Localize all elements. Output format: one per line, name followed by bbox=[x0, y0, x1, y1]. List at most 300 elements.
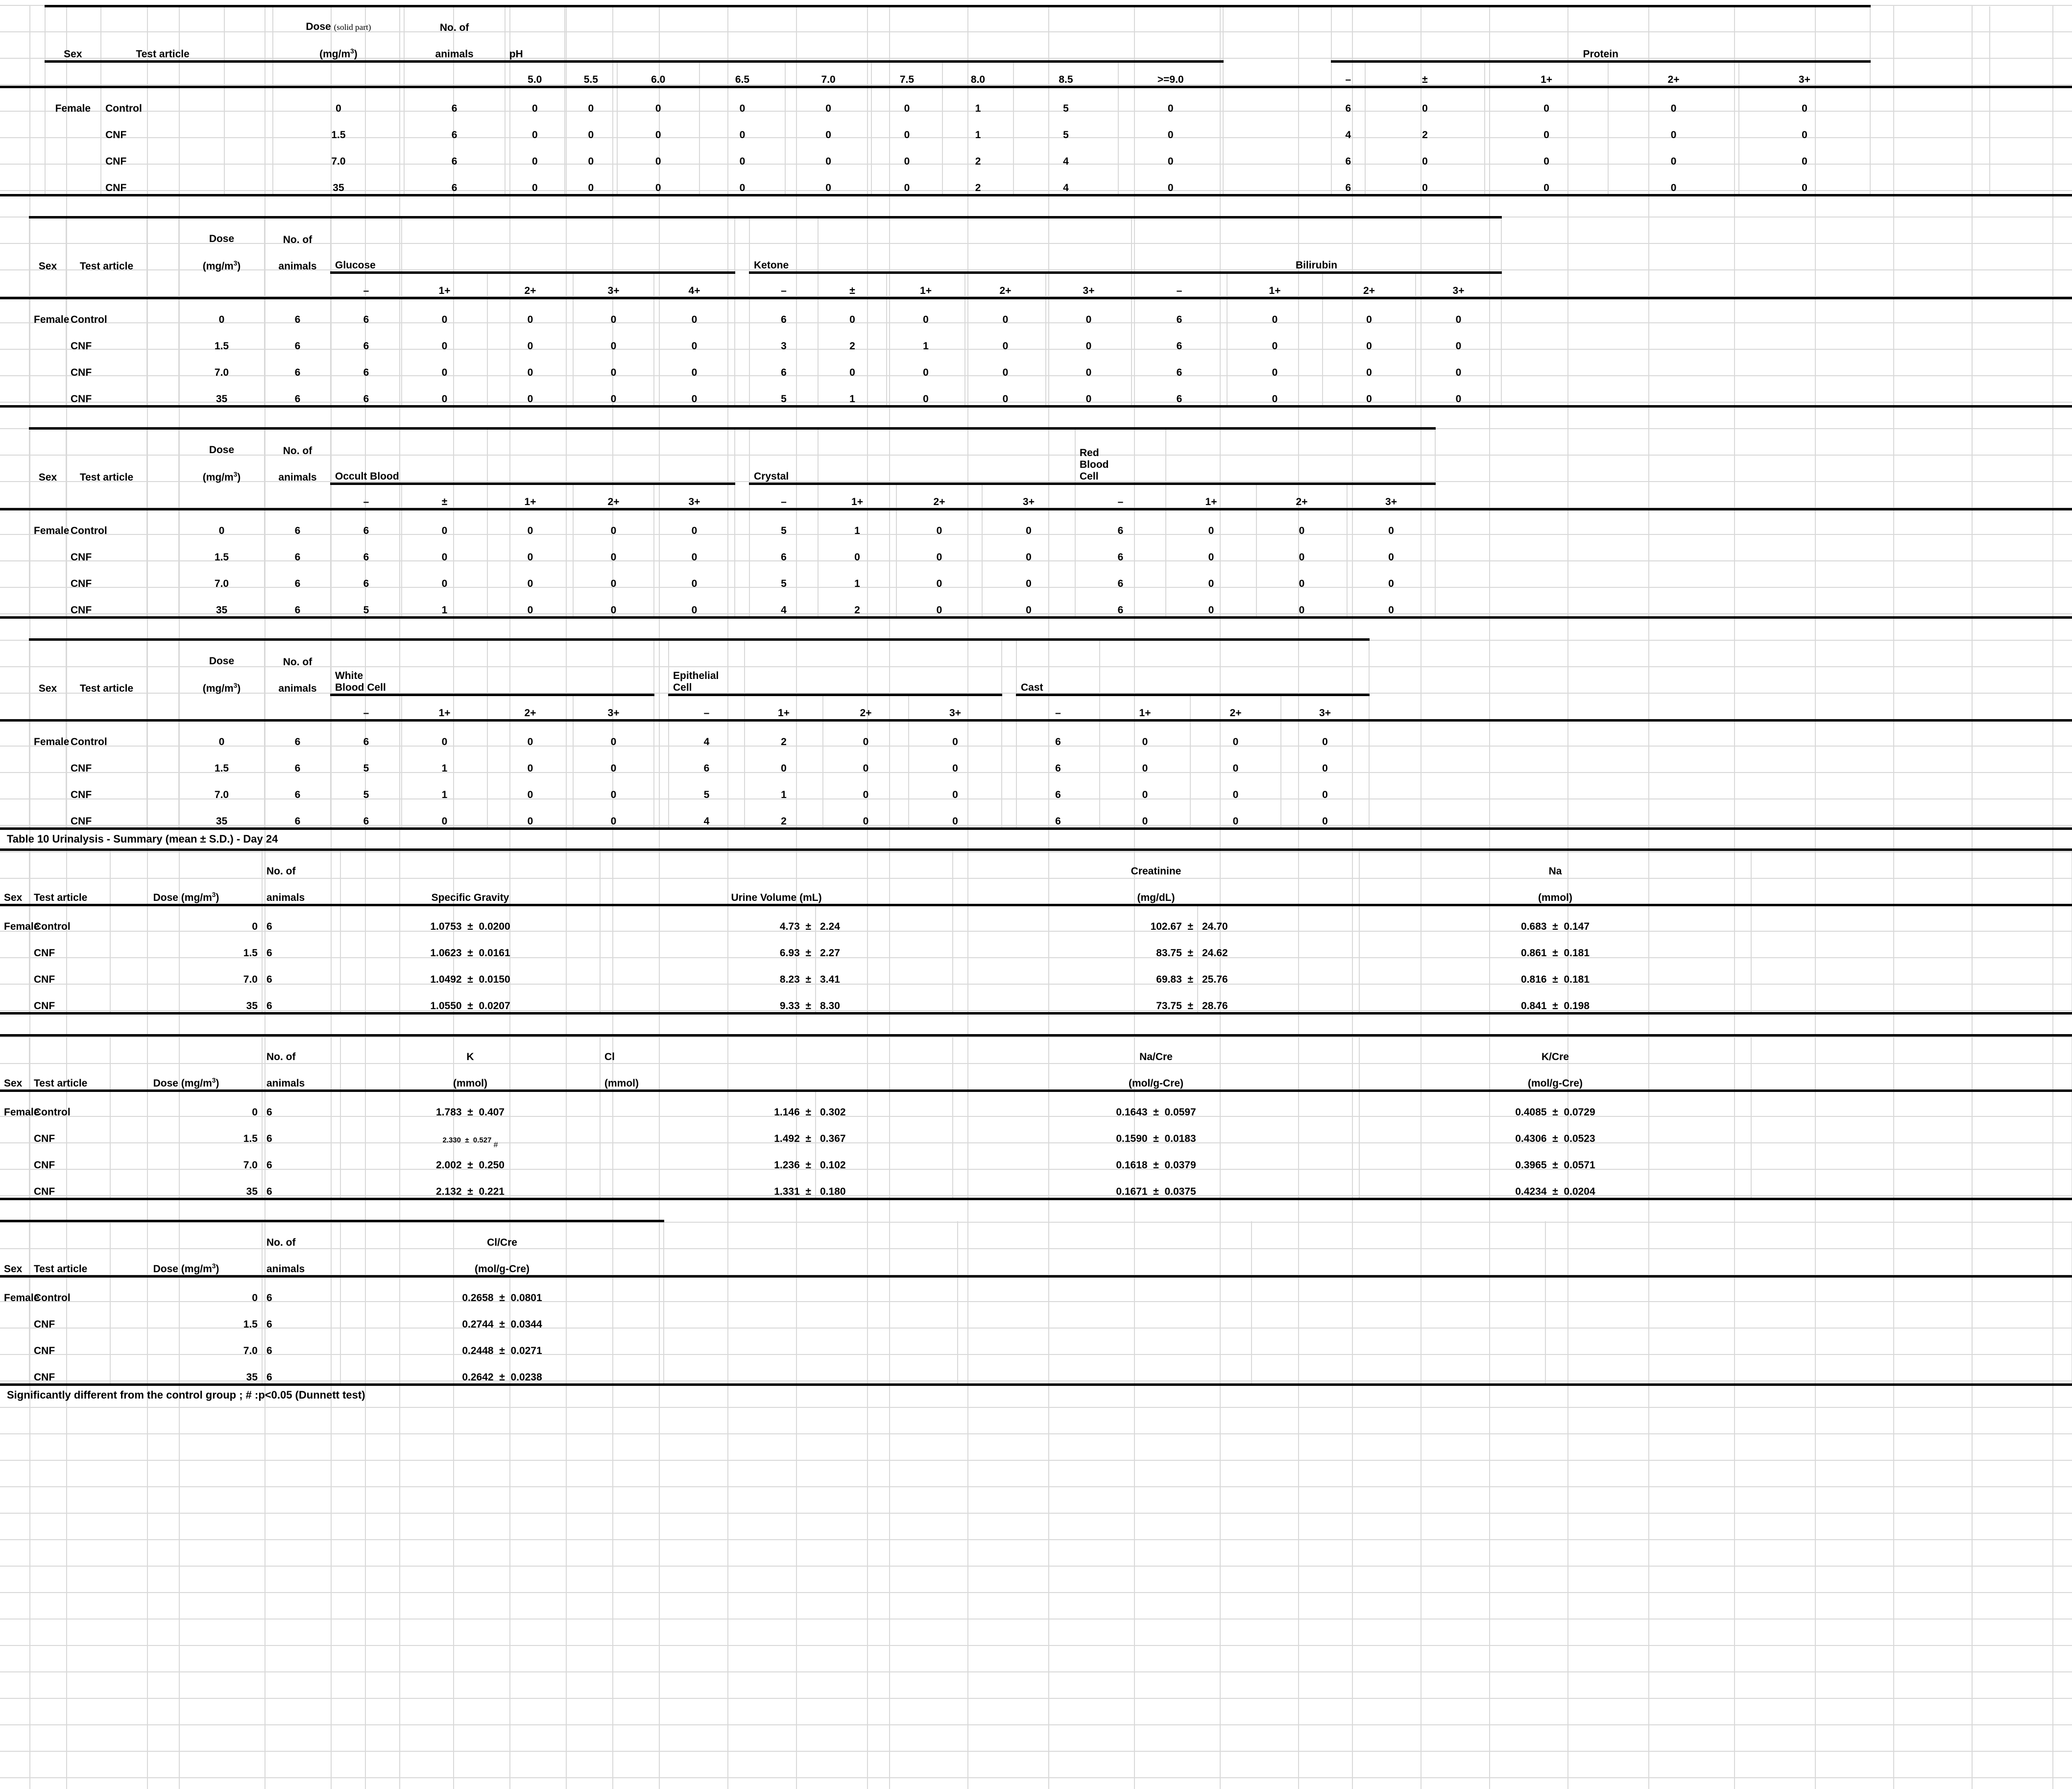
cell-epithelial-2p: 0 bbox=[823, 748, 909, 774]
cell-dose: 7.0 bbox=[179, 774, 265, 801]
cell-urine-volume-mean: 8.23 ± bbox=[600, 959, 816, 986]
cell-n-animals: 6 bbox=[262, 1118, 340, 1145]
cell-ph-ge9: 0 bbox=[1118, 115, 1223, 141]
table-row bbox=[0, 326, 2072, 352]
cell-wbc-3p: 0 bbox=[573, 801, 654, 829]
crystal-col-1p: 1+ bbox=[818, 484, 896, 509]
cell-glucose-3p: 0 bbox=[573, 352, 654, 379]
crystal-col-2p: 2+ bbox=[896, 484, 982, 509]
cell-epithelial-3p: 0 bbox=[909, 721, 1002, 749]
header-row-titles bbox=[0, 6, 2072, 62]
cell-wbc-3p: 0 bbox=[573, 721, 654, 749]
cell-cast-3p: 0 bbox=[1281, 721, 1369, 749]
cell-ph-7-0: 0 bbox=[785, 115, 871, 141]
table-row bbox=[0, 87, 2072, 115]
cell-rbc-3p: 0 bbox=[1347, 537, 1435, 563]
occult-col-neg: – bbox=[331, 484, 402, 509]
cell-epithelial-neg: 4 bbox=[669, 801, 745, 829]
cell-protein-3p: 0 bbox=[1739, 168, 1870, 195]
cell-glucose-2p: 0 bbox=[487, 352, 573, 379]
cell-n-animals: 6 bbox=[265, 326, 331, 352]
cell-ph-ge9: 0 bbox=[1118, 87, 1223, 115]
cell-crystal-3p: 0 bbox=[982, 590, 1075, 618]
table-row bbox=[0, 721, 2072, 749]
cell-ph-8-0: 2 bbox=[942, 141, 1013, 168]
cell-sex bbox=[29, 774, 66, 801]
cell-dose: 1.5 bbox=[110, 1118, 262, 1145]
cell-glucose-3p: 0 bbox=[573, 298, 654, 326]
cell-bilirubin-2p: 0 bbox=[1323, 326, 1416, 352]
cell-na: 0.683 ± 0.147 bbox=[1359, 905, 1751, 933]
table10-block-sg-uv-cre-na bbox=[0, 848, 2072, 1015]
cell-glucose-neg: 6 bbox=[331, 379, 402, 407]
cell-n-animals: 6 bbox=[265, 590, 331, 618]
cell-crystal-1p: 1 bbox=[818, 563, 896, 590]
cell-clcre: 0.2744 ± 0.0344 bbox=[340, 1304, 664, 1330]
cell-ph-ge9: 0 bbox=[1118, 141, 1223, 168]
col-creatinine-header: Creatinine (mg/dL) bbox=[953, 850, 1359, 905]
cell-crystal-2p: 0 bbox=[896, 537, 982, 563]
cell-k: 2.002 ± 0.250 bbox=[340, 1145, 600, 1171]
protein-col-2p: 2+ bbox=[1608, 62, 1739, 87]
cell-cl-mean: 1.236 ± bbox=[600, 1145, 816, 1171]
cell-sex bbox=[29, 379, 66, 407]
cell-test-article: Control bbox=[101, 87, 224, 115]
occult-col-3p: 3+ bbox=[654, 484, 735, 509]
cell-n-animals: 6 bbox=[262, 905, 340, 933]
block-spacer bbox=[0, 1015, 2072, 1034]
ketone-col-neg: – bbox=[749, 273, 818, 298]
cell-ph-5-5: 0 bbox=[565, 168, 617, 195]
cell-specific-gravity: 1.0623 ± 0.0161 bbox=[340, 933, 600, 959]
header-row-subcols bbox=[0, 695, 2072, 721]
cell-n-animals: 6 bbox=[265, 298, 331, 326]
cell-n-animals: 6 bbox=[262, 1304, 340, 1330]
col-test-article-header: Test article bbox=[66, 429, 147, 484]
table-row bbox=[0, 1357, 2072, 1385]
cell-rbc-neg: 6 bbox=[1075, 537, 1166, 563]
cell-occult-1p: 0 bbox=[487, 563, 573, 590]
col-cl-header: Cl (mmol) bbox=[600, 1036, 953, 1091]
cell-occult-2p: 0 bbox=[573, 537, 654, 563]
rbc-col-3p: 3+ bbox=[1347, 484, 1435, 509]
cell-dose: 35 bbox=[110, 1357, 262, 1385]
urinalysis-block-glucose-ketone-bilirubin bbox=[0, 216, 2072, 408]
table10-block-clcre bbox=[0, 1220, 2072, 1386]
cell-sex bbox=[0, 1171, 29, 1199]
col-clcre-header: Cl/Cre (mol/g-Cre) bbox=[340, 1221, 664, 1277]
cell-cast-neg: 6 bbox=[1016, 748, 1100, 774]
cell-wbc-neg: 5 bbox=[331, 774, 402, 801]
urinalysis-block-ph-protein bbox=[0, 5, 2072, 196]
col-no-animals-header: No. of animals bbox=[265, 640, 331, 695]
cell-protein-1p: 0 bbox=[1485, 115, 1608, 141]
cell-ketone-neg: 5 bbox=[749, 379, 818, 407]
cell-dose: 1.5 bbox=[179, 537, 265, 563]
crystal-col-neg: – bbox=[749, 484, 818, 509]
cast-col-neg: – bbox=[1016, 695, 1100, 721]
cell-occult-1p: 0 bbox=[487, 537, 573, 563]
glucose-col-1p: 1+ bbox=[402, 273, 487, 298]
cell-occult-2p: 0 bbox=[573, 590, 654, 618]
cell-n-animals: 6 bbox=[265, 537, 331, 563]
cell-ketone-2p: 0 bbox=[965, 298, 1046, 326]
cell-occult-2p: 0 bbox=[573, 509, 654, 537]
header-row-subcols bbox=[0, 484, 2072, 509]
protein-col-1p: 1+ bbox=[1485, 62, 1608, 87]
cell-crystal-neg: 4 bbox=[749, 590, 818, 618]
cell-sex bbox=[29, 537, 66, 563]
cell-epithelial-neg: 6 bbox=[669, 748, 745, 774]
cell-ph-6-5: 0 bbox=[699, 87, 786, 115]
col-test-article-header: Test article bbox=[29, 1221, 110, 1277]
cell-test-article: Control bbox=[29, 1091, 110, 1119]
col-test-article-header: Test article bbox=[29, 850, 110, 905]
cell-dose: 1.5 bbox=[273, 115, 404, 141]
cell-urine-volume-sd: 8.30 bbox=[816, 986, 953, 1014]
cell-wbc-1p: 0 bbox=[402, 721, 487, 749]
cell-epithelial-2p: 0 bbox=[823, 801, 909, 829]
cell-specific-gravity: 1.0753 ± 0.0200 bbox=[340, 905, 600, 933]
header-row-subcols bbox=[0, 273, 2072, 298]
cell-protein-3p: 0 bbox=[1739, 141, 1870, 168]
cell-sex bbox=[29, 352, 66, 379]
cell-kcre: 0.3965 ± 0.0571 bbox=[1359, 1145, 1751, 1171]
col-no-animals-header: No. of animals bbox=[262, 850, 340, 905]
cell-occult-2p: 0 bbox=[573, 563, 654, 590]
col-urine-volume-header: Urine Volume (mL) bbox=[600, 850, 953, 905]
col-dose-header: Dose $(mg/m^3)$ bbox=[110, 1036, 262, 1091]
cell-protein-3p: 0 bbox=[1739, 115, 1870, 141]
cell-n-animals: 6 bbox=[265, 563, 331, 590]
cell-bilirubin-2p: 0 bbox=[1323, 352, 1416, 379]
cell-dose: 35 bbox=[179, 801, 265, 829]
cell-test-article: CNF bbox=[101, 141, 224, 168]
cell-glucose-neg: 6 bbox=[331, 298, 402, 326]
cell-wbc-2p: 0 bbox=[487, 774, 573, 801]
cell-n-animals: 6 bbox=[262, 1277, 340, 1305]
group-title-epithelial-cell: Epithelial Cell bbox=[669, 640, 745, 695]
bilirubin-col-3p: 3+ bbox=[1416, 273, 1501, 298]
cell-dose: 0 bbox=[110, 1091, 262, 1119]
epithelial-col-neg: – bbox=[669, 695, 745, 721]
ph-col-7-0: 7.0 bbox=[785, 62, 871, 87]
cell-bilirubin-3p: 0 bbox=[1416, 379, 1501, 407]
table-row bbox=[0, 1304, 2072, 1330]
cell-nacre: 0.1643 ± 0.0597 bbox=[953, 1091, 1359, 1119]
cell-test-article: CNF bbox=[66, 774, 147, 801]
cell-protein-3p: 0 bbox=[1739, 87, 1870, 115]
protein-col-pm: ± bbox=[1365, 62, 1485, 87]
col-sex-header: Sex bbox=[29, 640, 66, 695]
table-row bbox=[0, 801, 2072, 829]
cell-rbc-1p: 0 bbox=[1166, 537, 1256, 563]
table-row bbox=[0, 563, 2072, 590]
cell-cast-1p: 0 bbox=[1100, 721, 1190, 749]
cell-test-article: CNF bbox=[29, 1171, 110, 1199]
col-dose-header: Dose $(mg/m^3)$ bbox=[179, 429, 265, 484]
cell-n-animals: 6 bbox=[265, 379, 331, 407]
cell-sex: Female bbox=[4, 1106, 40, 1118]
cell-bilirubin-neg: 6 bbox=[1132, 352, 1227, 379]
glucose-col-2p: 2+ bbox=[487, 273, 573, 298]
header-row-titles bbox=[0, 1036, 2072, 1091]
cell-rbc-neg: 6 bbox=[1075, 590, 1166, 618]
cell-bilirubin-3p: 0 bbox=[1416, 298, 1501, 326]
block-spacer bbox=[0, 408, 2072, 427]
cell-epithelial-3p: 0 bbox=[909, 748, 1002, 774]
epithelial-col-1p: 1+ bbox=[745, 695, 823, 721]
cell-wbc-2p: 0 bbox=[487, 721, 573, 749]
cell-ph-7-5: 0 bbox=[871, 115, 942, 141]
cell-protein-pm: 2 bbox=[1365, 115, 1485, 141]
cell-glucose-1p: 0 bbox=[402, 352, 487, 379]
cell-wbc-3p: 0 bbox=[573, 774, 654, 801]
cell-n-animals: 6 bbox=[262, 1171, 340, 1199]
cell-sex bbox=[0, 1357, 29, 1385]
cell-ph-6-0: 0 bbox=[617, 141, 699, 168]
cell-protein-neg: 6 bbox=[1331, 168, 1365, 195]
group-title-glucose: Glucose bbox=[331, 218, 402, 273]
cell-urine-volume-sd: 2.24 bbox=[816, 905, 953, 933]
cell-occult-3p: 0 bbox=[654, 590, 735, 618]
cell-n-animals: 6 bbox=[262, 959, 340, 986]
dose-label: Dose bbox=[306, 21, 331, 32]
cell-glucose-4p: 0 bbox=[654, 352, 735, 379]
cell-ketone-neg: 6 bbox=[749, 298, 818, 326]
cell-ph-6-0: 0 bbox=[617, 168, 699, 195]
cell-dose: 35 bbox=[110, 1171, 262, 1199]
cell-n-animals: 6 bbox=[262, 1091, 340, 1119]
cell-test-article: CNF bbox=[29, 986, 110, 1014]
group-title-crystal: Crystal bbox=[749, 429, 818, 484]
cell-crystal-1p: 2 bbox=[818, 590, 896, 618]
cell-rbc-3p: 0 bbox=[1347, 563, 1435, 590]
cell-ph-6-0: 0 bbox=[617, 115, 699, 141]
cell-ph-5-0: 0 bbox=[505, 115, 565, 141]
ph-col-ge9-0: >=9.0 bbox=[1118, 62, 1223, 87]
cell-dose: 0 bbox=[273, 87, 404, 115]
cell-cast-3p: 0 bbox=[1281, 801, 1369, 829]
cell-sex bbox=[45, 168, 101, 195]
cell-ph-8-5: 4 bbox=[1013, 141, 1118, 168]
occult-col-2p: 2+ bbox=[573, 484, 654, 509]
cell-ph-5-0: 0 bbox=[505, 141, 565, 168]
cell-cl-sd: 0.367 bbox=[816, 1118, 953, 1145]
cell-epithelial-2p: 0 bbox=[823, 774, 909, 801]
cell-wbc-1p: 0 bbox=[402, 801, 487, 829]
cell-ph-6-5: 0 bbox=[699, 141, 786, 168]
cell-creatinine-mean: 83.75 ± bbox=[953, 933, 1198, 959]
cell-crystal-3p: 0 bbox=[982, 537, 1075, 563]
block-spacer bbox=[0, 196, 2072, 216]
cell-test-article: CNF bbox=[66, 326, 147, 352]
epithelial-col-2p: 2+ bbox=[823, 695, 909, 721]
cell-ketone-pm: 0 bbox=[818, 352, 887, 379]
cell-test-article: CNF bbox=[66, 379, 147, 407]
cell-protein-2p: 0 bbox=[1608, 141, 1739, 168]
cell-ketone-3p: 0 bbox=[1046, 326, 1132, 352]
cell-protein-neg: 4 bbox=[1331, 115, 1365, 141]
dose-unit: $(mg/m^3)$ bbox=[202, 682, 241, 695]
occult-col-1p: 1+ bbox=[487, 484, 573, 509]
col-kcre-header: K/Cre (mol/g-Cre) bbox=[1359, 1036, 1751, 1091]
cell-n-animals: 6 bbox=[265, 721, 331, 749]
cell-ph-6-5: 0 bbox=[699, 115, 786, 141]
cell-crystal-neg: 6 bbox=[749, 537, 818, 563]
col-dose-header: Dose $(mg/m^3)$ bbox=[179, 218, 265, 273]
cell-ph-7-5: 0 bbox=[871, 87, 942, 115]
cell-sex bbox=[0, 959, 29, 986]
cell-specific-gravity: 1.0492 ± 0.0150 bbox=[340, 959, 600, 986]
cell-glucose-3p: 0 bbox=[573, 326, 654, 352]
cell-sex bbox=[0, 1118, 29, 1145]
cell-creatinine-sd: 25.76 bbox=[1198, 959, 1359, 986]
col-k-header: K (mmol) bbox=[340, 1036, 600, 1091]
cell-rbc-neg: 6 bbox=[1075, 563, 1166, 590]
cell-nacre: 0.1618 ± 0.0379 bbox=[953, 1145, 1359, 1171]
col-no-animals-header: No. of animals bbox=[265, 429, 331, 484]
cell-sex bbox=[0, 1145, 29, 1171]
cell-test-article: Control bbox=[29, 905, 110, 933]
cell-ph-7-0: 0 bbox=[785, 87, 871, 115]
header-row-titles bbox=[0, 640, 2072, 695]
cell-sex bbox=[45, 141, 101, 168]
cell-occult-1p: 0 bbox=[487, 509, 573, 537]
significance-marker: # bbox=[493, 1140, 498, 1149]
cell-sex: Female bbox=[29, 298, 66, 326]
cell-sex bbox=[29, 563, 66, 590]
cell-clcre: 0.2448 ± 0.0271 bbox=[340, 1330, 664, 1357]
cell-cast-neg: 6 bbox=[1016, 801, 1100, 829]
group-title-bilirubin: Bilirubin bbox=[1132, 218, 1501, 273]
cell-sex bbox=[29, 590, 66, 618]
cell-glucose-4p: 0 bbox=[654, 298, 735, 326]
cell-wbc-2p: 0 bbox=[487, 748, 573, 774]
cell-na: 0.861 ± 0.181 bbox=[1359, 933, 1751, 959]
col-no-animals-header: No. of animals bbox=[265, 218, 331, 273]
cell-cast-1p: 0 bbox=[1100, 801, 1190, 829]
cell-rbc-3p: 0 bbox=[1347, 509, 1435, 537]
cell-occult-neg: 6 bbox=[331, 563, 402, 590]
cell-test-article: CNF bbox=[66, 352, 147, 379]
cell-epithelial-1p: 0 bbox=[745, 748, 823, 774]
dose-unit: $(mg/m^3)$ bbox=[202, 471, 241, 484]
wbc-col-2p: 2+ bbox=[487, 695, 573, 721]
cell-test-article: CNF bbox=[29, 1330, 110, 1357]
protein-col-3p: 3+ bbox=[1739, 62, 1870, 87]
cell-wbc-neg: 6 bbox=[331, 801, 402, 829]
cell-crystal-3p: 0 bbox=[982, 509, 1075, 537]
cell-dose: 1.5 bbox=[110, 933, 262, 959]
cell-test-article: CNF bbox=[66, 801, 147, 829]
cell-dose: 7.0 bbox=[110, 959, 262, 986]
cell-sex bbox=[0, 1304, 29, 1330]
cell-rbc-neg: 6 bbox=[1075, 509, 1166, 537]
ketone-col-3p: 3+ bbox=[1046, 273, 1132, 298]
cell-bilirubin-1p: 0 bbox=[1227, 298, 1323, 326]
cell-kcre: 0.4306 ± 0.0523 bbox=[1359, 1118, 1751, 1145]
cell-cl-sd: 0.102 bbox=[816, 1145, 953, 1171]
cell-test-article: Control bbox=[66, 509, 147, 537]
cell-k: 2.132 ± 0.221 bbox=[340, 1171, 600, 1199]
cell-n-animals: 6 bbox=[404, 115, 505, 141]
header-row-titles bbox=[0, 218, 2072, 273]
table-row bbox=[0, 590, 2072, 618]
cell-dose: 1.5 bbox=[179, 326, 265, 352]
cell-test-article: CNF bbox=[101, 168, 224, 195]
cell-ketone-2p: 0 bbox=[965, 352, 1046, 379]
cell-ketone-pm: 0 bbox=[818, 298, 887, 326]
cell-ph-8-0: 2 bbox=[942, 168, 1013, 195]
cell-crystal-2p: 0 bbox=[896, 590, 982, 618]
table-row bbox=[0, 141, 2072, 168]
cell-clcre: 0.2658 ± 0.0801 bbox=[340, 1277, 664, 1305]
glucose-col-4p: 4+ bbox=[654, 273, 735, 298]
cell-n-animals: 6 bbox=[265, 509, 331, 537]
table-row bbox=[0, 537, 2072, 563]
table-row bbox=[0, 959, 2072, 986]
cell-protein-2p: 0 bbox=[1608, 87, 1739, 115]
cell-kcre: 0.4085 ± 0.0729 bbox=[1359, 1091, 1751, 1119]
cell-cl-mean: 1.146 ± bbox=[600, 1091, 816, 1119]
cell-bilirubin-1p: 0 bbox=[1227, 326, 1323, 352]
cell-cast-neg: 6 bbox=[1016, 721, 1100, 749]
cell-rbc-1p: 0 bbox=[1166, 563, 1256, 590]
cell-rbc-2p: 0 bbox=[1256, 537, 1347, 563]
rbc-col-1p: 1+ bbox=[1166, 484, 1256, 509]
bilirubin-col-1p: 1+ bbox=[1227, 273, 1323, 298]
col-dose-header: Dose $(mg/m^3)$ bbox=[179, 640, 265, 695]
wbc-col-1p: 1+ bbox=[402, 695, 487, 721]
cell-protein-pm: 0 bbox=[1365, 168, 1485, 195]
cell-urine-volume-sd: 2.27 bbox=[816, 933, 953, 959]
rbc-col-neg: – bbox=[1075, 484, 1166, 509]
cell-ph-8-5: 5 bbox=[1013, 87, 1118, 115]
col-sex-header: Sex bbox=[29, 218, 66, 273]
cell-ketone-3p: 0 bbox=[1046, 352, 1132, 379]
cell-creatinine-mean: 69.83 ± bbox=[953, 959, 1198, 986]
cell-glucose-2p: 0 bbox=[487, 298, 573, 326]
cell-protein-1p: 0 bbox=[1485, 141, 1608, 168]
cell-n-animals: 6 bbox=[404, 87, 505, 115]
cell-epithelial-2p: 0 bbox=[823, 721, 909, 749]
table-row bbox=[0, 774, 2072, 801]
cell-protein-pm: 0 bbox=[1365, 141, 1485, 168]
group-title-red-blood-cell: Red Blood Cell bbox=[1075, 429, 1166, 484]
col-test-article-header: Test article bbox=[29, 1036, 110, 1091]
col-test-article-header: Test article bbox=[66, 640, 147, 695]
col-nacre-header: Na/Cre (mol/g-Cre) bbox=[953, 1036, 1359, 1091]
cell-wbc-1p: 1 bbox=[402, 774, 487, 801]
cell-dose: 7.0 bbox=[179, 563, 265, 590]
ketone-col-2p: 2+ bbox=[965, 273, 1046, 298]
cell-rbc-2p: 0 bbox=[1256, 563, 1347, 590]
cell-sex: Female bbox=[29, 721, 66, 749]
cell-cl-sd: 0.302 bbox=[816, 1091, 953, 1119]
cell-cast-3p: 0 bbox=[1281, 774, 1369, 801]
cell-cl-sd: 0.180 bbox=[816, 1171, 953, 1199]
group-title-white-blood-cell: White Blood Cell bbox=[331, 640, 487, 695]
col-specific-gravity-header: Specific Gravity bbox=[340, 850, 600, 905]
block-spacer bbox=[0, 1200, 2072, 1220]
col-na-header: Na (mmol) bbox=[1359, 850, 1751, 905]
cell-sex: Female bbox=[45, 87, 101, 115]
cell-protein-neg: 6 bbox=[1331, 87, 1365, 115]
crystal-col-3p: 3+ bbox=[982, 484, 1075, 509]
ketone-col-pm: ± bbox=[818, 273, 887, 298]
urinalysis-block-occultblood-crystal-rbc bbox=[0, 427, 2072, 619]
